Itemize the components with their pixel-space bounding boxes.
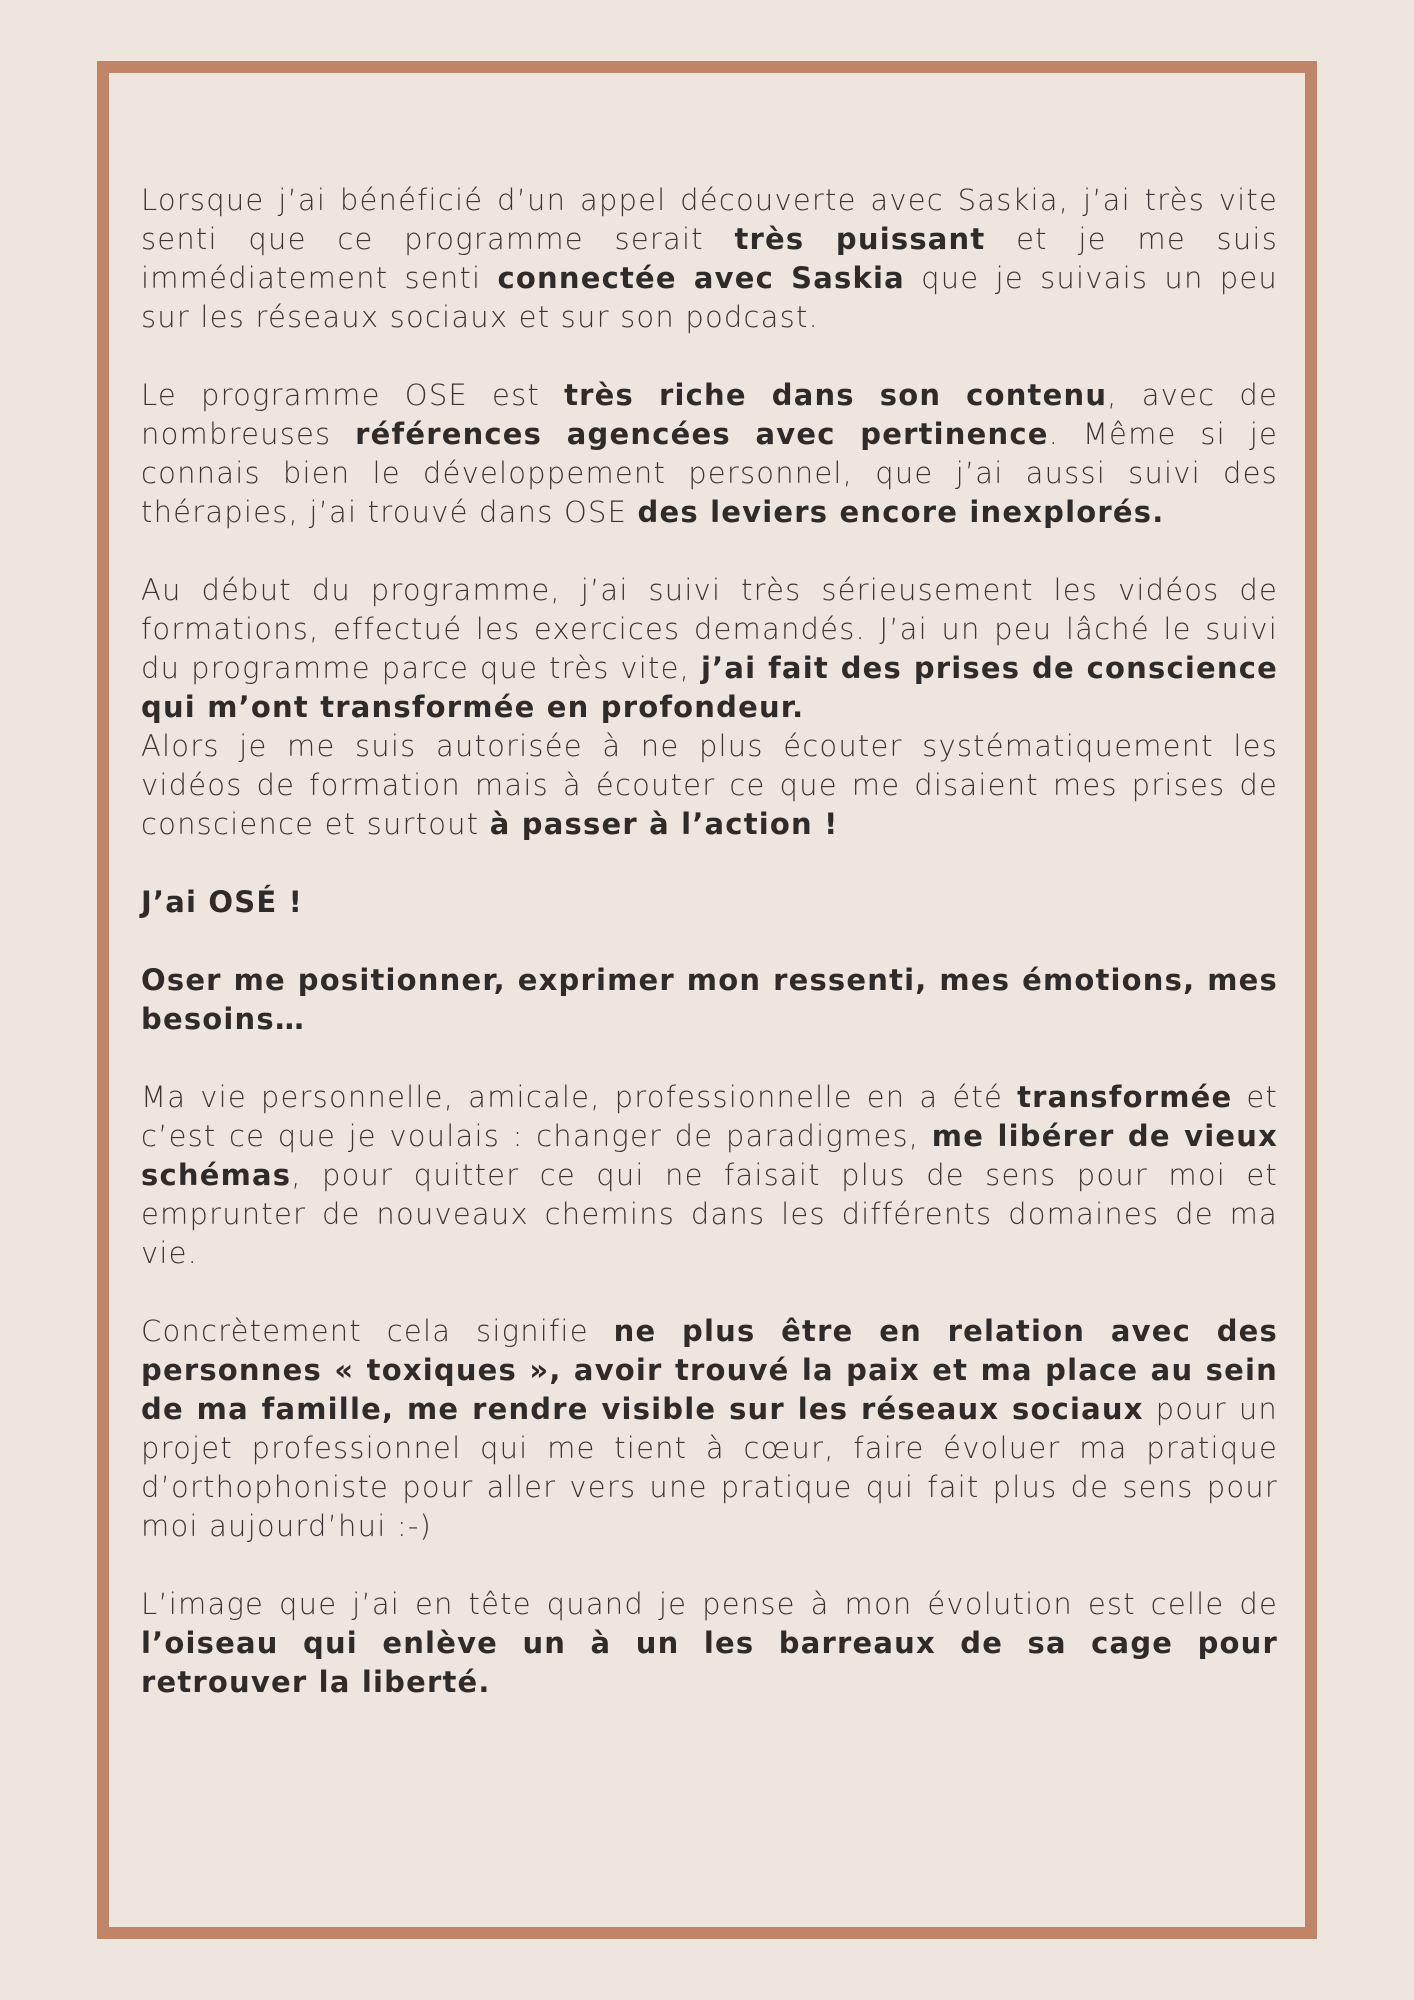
testimonial-paragraph [141, 376, 1278, 532]
bold-text: me libérer de vieux schémas [141, 1119, 1278, 1192]
body-text: et je me suis immédiatement senti [141, 222, 1278, 295]
bold-text: connectée avec Saskia [497, 261, 905, 295]
bold-text: des leviers encore inexplorés. [637, 495, 1165, 529]
body-text: Concrètement cela signifie [141, 1314, 614, 1348]
testimonial-paragraph [141, 1585, 1278, 1702]
testimonial-text [141, 181, 1278, 1741]
body-text: L’image que j’ai en tête quand je pense à mon évolution est celle de [141, 1587, 1278, 1621]
bold-text: très puissant [734, 222, 986, 256]
body-text: Lorsque j’ai bénéficié d’un appel découverte avec Saskia, j’ai très vite senti que ce programme serait [141, 183, 1278, 256]
testimonial-paragraph [141, 883, 1278, 922]
bold-text: transformée [1017, 1080, 1233, 1114]
bold-text: J’ai OSÉ ! [141, 885, 304, 919]
bold-text: ne plus être en relation avec des personnes « toxiques », avoir trouvé la paix et ma place au sein de ma famille, me rendre visible sur les réseaux sociaux [141, 1314, 1278, 1426]
bold-text: l’oiseau qui enlève un à un les barreaux de sa cage pour retrouver la liberté. [141, 1626, 1278, 1699]
bold-text: références agencées avec pertinence [355, 417, 1049, 451]
bold-text: Oser me positionner, exprimer mon ressenti, mes émotions, mes besoins… [141, 963, 1278, 1036]
body-text: , pour quitter ce qui ne faisait plus de sens pour moi et emprunter de nouveaux chemins dans les différents domaines de ma vie. [141, 1158, 1278, 1270]
body-text: et c’est ce que je voulais : changer de paradigmes, [141, 1080, 1278, 1153]
testimonial-paragraph [141, 181, 1278, 337]
testimonial-paragraph [141, 1312, 1278, 1546]
testimonial-paragraph [141, 727, 1278, 844]
bold-text: j’ai fait des prises de conscience qui m’ont transformée en profondeur. [141, 651, 1278, 724]
testimonial-paragraph [141, 571, 1278, 727]
body-text: pour un projet professionnel qui me tient à cœur, faire évoluer ma pratique d’orthophoniste pour aller vers une pratique qui fait plus de sens pour moi aujourd’hui :-) [141, 1392, 1278, 1543]
body-text: Le programme OSE est [141, 378, 565, 412]
bold-text: très riche dans son contenu [564, 378, 1108, 412]
body-text: Alors je me suis autorisée à ne plus écouter systématiquement les vidéos de formation mais à écouter ce que me disaient mes prises de conscience et surtout [141, 729, 1278, 841]
testimonial-paragraph [141, 1078, 1278, 1273]
body-text: Au début du programme, j’ai suivi très sérieusement les vidéos de formations, effectué les exercices demandés. J’ai un peu lâché le suivi du programme parce que très vite, [141, 573, 1278, 685]
body-text: . Même si je connais bien le développement personnel, que j’ai aussi suivi des thérapies, j’ai trouvé dans OSE [141, 417, 1279, 529]
body-text: que je suivais un peu sur les réseaux sociaux et sur son podcast. [141, 261, 1278, 334]
body-text: Ma vie personnelle, amicale, professionnelle en a été [141, 1080, 1018, 1114]
bold-text: à passer à l’action ! [489, 807, 839, 841]
body-text: , avec de nombreuses [141, 378, 1278, 451]
testimonial-paragraph [141, 961, 1278, 1039]
